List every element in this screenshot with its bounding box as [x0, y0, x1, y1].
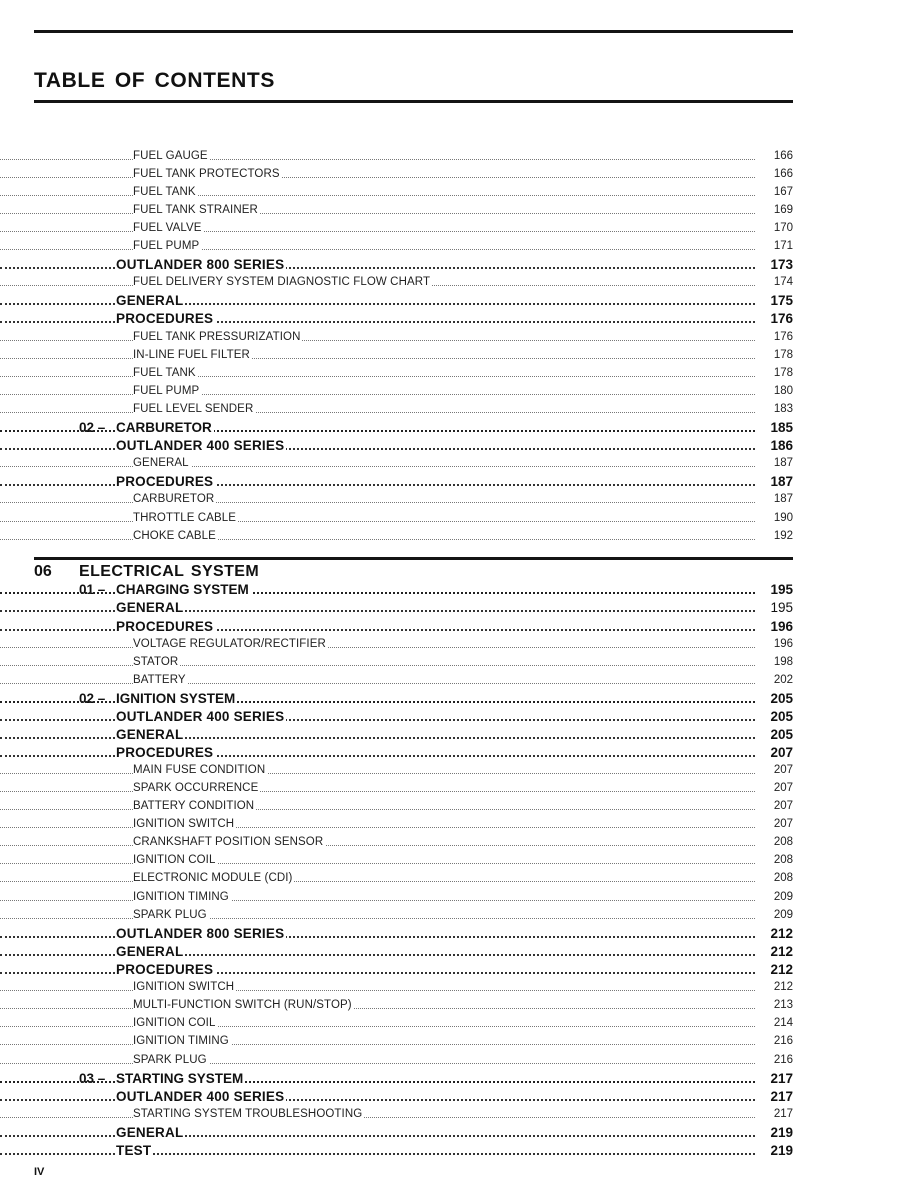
- dot-leader: [0, 1044, 755, 1045]
- dot-leader: [0, 863, 755, 864]
- toc-entry[interactable]: [0, 291, 793, 309]
- toc-entry[interactable]: [0, 942, 793, 960]
- toc-entry[interactable]: [0, 725, 793, 743]
- toc-entry-page-number: 208: [757, 854, 793, 866]
- toc-entry-label: PROCEDURES: [116, 744, 214, 760]
- toc-entry-label: FUEL PUMP: [133, 240, 200, 252]
- toc-entry-label: IGNITION SWITCH: [133, 818, 235, 830]
- toc-entry-page-number: 187: [757, 474, 793, 489]
- toc-entry-page-number: 212: [757, 981, 793, 993]
- toc-entry-page-number: 170: [757, 222, 793, 234]
- dot-leader: [0, 412, 755, 413]
- toc-entry-label: OUTLANDER 400 SERIES: [116, 1088, 285, 1104]
- toc-entry-label: CHARGING SYSTEM: [116, 581, 249, 597]
- toc-entry-label: IGNITION SYSTEM: [116, 690, 236, 706]
- toc-entry-label: OUTLANDER 400 SERIES: [116, 437, 285, 453]
- toc-entry[interactable]: [0, 1032, 793, 1050]
- toc-entry-label: STARTING SYSTEM TROUBLESHOOTING: [133, 1108, 363, 1120]
- toc-entry-page-number: 217: [757, 1071, 793, 1086]
- toc-entry-label: FUEL TANK PROTECTORS: [133, 168, 280, 180]
- toc-entry-label: IGNITION SWITCH: [133, 981, 235, 993]
- toc-entry-page-number: 187: [757, 457, 793, 469]
- toc-entry[interactable]: [0, 653, 793, 671]
- toc-entry-page-number: 178: [757, 349, 793, 361]
- toc-entry-page-number: 190: [757, 512, 793, 524]
- dot-leader: [0, 1026, 755, 1027]
- toc-entry-label: FUEL TANK PRESSURIZATION: [133, 331, 301, 343]
- dot-leader: [0, 954, 755, 956]
- dot-leader: [0, 502, 755, 503]
- toc-entry-page-number: 205: [757, 727, 793, 742]
- dot-leader: [0, 592, 755, 594]
- toc-entry-label: FUEL PUMP: [133, 385, 200, 397]
- dot-leader: [0, 881, 755, 882]
- toc-entry-page-number: 195: [757, 582, 793, 597]
- toc-entry-page-number: 187: [757, 493, 793, 505]
- toc-entry-page-number: 212: [757, 944, 793, 959]
- toc-entry-page-number: 167: [757, 186, 793, 198]
- toc-entry[interactable]: [0, 978, 793, 996]
- toc-entry-page-number: 176: [757, 331, 793, 343]
- toc-entry-page-number: 216: [757, 1054, 793, 1066]
- toc-entry-label: SPARK PLUG: [133, 1054, 207, 1066]
- toc-entry-page-number: 217: [757, 1108, 793, 1120]
- dot-leader: [0, 647, 755, 648]
- toc-entry-label: IGNITION COIL: [133, 1017, 216, 1029]
- dot-leader: [0, 448, 755, 450]
- toc-entry-label: OUTLANDER 400 SERIES: [116, 708, 285, 724]
- toc-entry[interactable]: [0, 255, 793, 273]
- toc-entry-label: GENERAL: [116, 943, 184, 959]
- toc-entry[interactable]: [0, 743, 793, 761]
- toc-entry-label: SPARK OCCURRENCE: [133, 782, 259, 794]
- dot-leader: [0, 737, 755, 739]
- toc-entry[interactable]: [0, 454, 793, 472]
- dot-leader: [0, 629, 755, 631]
- toc-entry[interactable]: [0, 1123, 793, 1141]
- toc-entry[interactable]: [0, 1087, 793, 1105]
- dot-leader: [0, 358, 755, 359]
- dot-leader: [0, 394, 755, 395]
- toc-entry[interactable]: [0, 779, 793, 797]
- toc-entry-label: BATTERY: [133, 674, 186, 686]
- toc-entry[interactable]: [0, 1105, 793, 1123]
- toc-entry-page-number: 196: [757, 638, 793, 650]
- dot-leader: [0, 900, 755, 901]
- dot-leader: [0, 521, 755, 522]
- toc-entry-label: VOLTAGE REGULATOR/RECTIFIER: [133, 638, 326, 650]
- toc-entry-page-number: 198: [757, 656, 793, 668]
- toc-entry-label: CARBURETOR: [116, 419, 212, 435]
- dot-leader: [0, 918, 755, 919]
- toc-entry-label: STATOR: [133, 656, 179, 668]
- page-folio: IV: [34, 1166, 45, 1178]
- toc-entry-label: OUTLANDER 800 SERIES: [116, 925, 285, 941]
- toc-entry-label: MAIN FUSE CONDITION: [133, 764, 266, 776]
- toc-entry-page-number: 209: [757, 909, 793, 921]
- toc-entry-label: STARTING SYSTEM: [116, 1070, 244, 1086]
- toc-entry-page-number: 208: [757, 836, 793, 848]
- toc-entry-page-number: 207: [757, 782, 793, 794]
- chapter-title: ELECTRICAL SYSTEM: [79, 563, 260, 580]
- dot-leader: [0, 249, 755, 250]
- dot-leader: [0, 321, 755, 323]
- dot-leader: [0, 683, 755, 684]
- toc-entry-page-number: 166: [757, 150, 793, 162]
- toc-entry[interactable]: [0, 815, 793, 833]
- toc-entry[interactable]: [0, 400, 793, 418]
- toc-entry-label: SPARK PLUG: [133, 909, 207, 921]
- toc-entry-label: TEST: [116, 1142, 152, 1158]
- toc-entry-label: GENERAL: [116, 726, 184, 742]
- toc-entry[interactable]: [0, 328, 793, 346]
- toc-entry[interactable]: [0, 273, 793, 291]
- dot-leader: [0, 719, 755, 721]
- dot-leader: [0, 195, 755, 196]
- toc-entry[interactable]: [0, 797, 793, 815]
- dot-leader: [0, 990, 755, 991]
- toc-entry-page-number: 212: [757, 962, 793, 977]
- toc-entry-page-number: 166: [757, 168, 793, 180]
- toc-entry[interactable]: [0, 382, 793, 400]
- toc-entry[interactable]: [0, 436, 793, 454]
- dot-leader: [0, 972, 755, 974]
- dot-leader: [0, 430, 755, 432]
- toc-entry[interactable]: [0, 960, 793, 978]
- toc-entry-page-number: 216: [757, 1035, 793, 1047]
- dot-leader: [0, 1099, 755, 1101]
- toc-entry[interactable]: [0, 490, 793, 508]
- toc-entry[interactable]: [0, 671, 793, 689]
- dot-leader: [0, 610, 755, 612]
- toc-entry[interactable]: [0, 201, 793, 219]
- toc-entry-label: OUTLANDER 800 SERIES: [116, 256, 285, 272]
- toc-entry[interactable]: [0, 309, 793, 327]
- toc-entry[interactable]: [0, 472, 793, 490]
- dot-leader: [0, 267, 755, 269]
- toc-entry[interactable]: [0, 888, 793, 906]
- toc-entry-label: FUEL GAUGE: [133, 150, 208, 162]
- toc-entry[interactable]: [0, 580, 793, 598]
- toc-entry[interactable]: [0, 761, 793, 779]
- toc-entry[interactable]: [0, 851, 793, 869]
- toc-entry[interactable]: [0, 1014, 793, 1032]
- toc-entry-page-number: 207: [757, 800, 793, 812]
- toc-entry-page-number: 207: [757, 764, 793, 776]
- dot-leader: [0, 303, 755, 305]
- toc-entry-page-number: 219: [757, 1125, 793, 1140]
- toc-entry[interactable]: [0, 1051, 793, 1069]
- toc-entry-page-number: 205: [757, 691, 793, 706]
- toc-entry-label: FUEL LEVEL SENDER: [133, 403, 254, 415]
- toc-entry-label: FUEL TANK STRAINER: [133, 204, 258, 216]
- toc-entry-label: CRANKSHAFT POSITION SENSOR: [133, 836, 324, 848]
- dot-leader: [0, 1008, 755, 1009]
- toc-entry-label: PROCEDURES: [116, 618, 214, 634]
- toc-entry[interactable]: [0, 237, 793, 255]
- dot-leader: [0, 213, 755, 214]
- toc-entry-page-number: 209: [757, 891, 793, 903]
- toc-entry[interactable]: [0, 1069, 793, 1087]
- toc-entry-page-number: 219: [757, 1143, 793, 1158]
- toc-entry-page-number: 185: [757, 420, 793, 435]
- dot-leader: [0, 1153, 755, 1155]
- dot-leader: [0, 159, 755, 160]
- toc-entry[interactable]: [0, 418, 793, 436]
- toc-entry[interactable]: [0, 689, 793, 707]
- toc-entry-label: GENERAL: [116, 292, 184, 308]
- dot-leader: [0, 827, 755, 828]
- toc-entry-page-number: 214: [757, 1017, 793, 1029]
- chapter-number: 06: [34, 563, 52, 580]
- toc-entry-page-number: 208: [757, 872, 793, 884]
- toc-entry-label: MULTI-FUNCTION SWITCH (RUN/STOP): [133, 999, 352, 1011]
- toc-entry-page-number: 183: [757, 403, 793, 415]
- toc-entry-page-number: 171: [757, 240, 793, 252]
- toc-entry-page-number: 207: [757, 745, 793, 760]
- toc-entry-label: IGNITION TIMING: [133, 1035, 229, 1047]
- toc-entry-label: GENERAL: [133, 457, 189, 469]
- toc-entry[interactable]: [0, 617, 793, 635]
- toc-entry-label: GENERAL: [116, 599, 184, 615]
- dot-leader: [0, 539, 755, 540]
- page-title: TABLE OF CONTENTS: [34, 69, 275, 93]
- dot-leader: [0, 177, 755, 178]
- toc-entry-label: GENERAL: [116, 1124, 184, 1140]
- toc-entry-page-number: 202: [757, 674, 793, 686]
- toc-entry[interactable]: [0, 527, 793, 545]
- toc-entry-page-number: 178: [757, 367, 793, 379]
- toc-entry[interactable]: [0, 165, 793, 183]
- dot-leader: [0, 773, 755, 774]
- dot-leader: [0, 1063, 755, 1064]
- toc-entry-label: PROCEDURES: [116, 310, 214, 326]
- toc-entry-page-number: 186: [757, 438, 793, 453]
- toc-entry[interactable]: [0, 183, 793, 201]
- toc-entry-page-number: 213: [757, 999, 793, 1011]
- toc-entry[interactable]: [0, 707, 793, 725]
- toc-entry[interactable]: [0, 869, 793, 887]
- toc-entry[interactable]: [0, 364, 793, 382]
- toc-entry[interactable]: [0, 1141, 793, 1159]
- toc-entry-page-number: 212: [757, 926, 793, 941]
- toc-entry-label: BATTERY CONDITION: [133, 800, 255, 812]
- toc-entry-page-number: 175: [757, 293, 793, 308]
- toc-entry-number: 02 –: [79, 419, 106, 435]
- toc-entry-page-number: 205: [757, 709, 793, 724]
- dot-leader: [0, 231, 755, 232]
- toc-entry-page-number: 173: [757, 257, 793, 272]
- toc-entry[interactable]: [0, 924, 793, 942]
- dot-leader: [0, 845, 755, 846]
- toc-entry[interactable]: [0, 996, 793, 1014]
- toc-entry-page-number: 195: [757, 600, 793, 615]
- toc-entry-label: FUEL DELIVERY SYSTEM DIAGNOSTIC FLOW CHART: [133, 276, 431, 288]
- toc-entry[interactable]: [0, 509, 793, 527]
- toc-entry-label: CARBURETOR: [133, 493, 215, 505]
- toc-entry-label: IN-LINE FUEL FILTER: [133, 349, 250, 361]
- toc-entry-number: 02 –: [79, 690, 106, 706]
- dot-leader: [0, 791, 755, 792]
- toc-entry-number: 03 –: [79, 1070, 106, 1086]
- toc-entry[interactable]: [0, 598, 793, 616]
- toc-entry-label: THROTTLE CABLE: [133, 512, 237, 524]
- dot-leader: [0, 1081, 755, 1083]
- toc-entry-label: ELECTRONIC MODULE (CDI): [133, 872, 293, 884]
- toc-entry-label: FUEL VALVE: [133, 222, 202, 234]
- toc-entry-page-number: 176: [757, 311, 793, 326]
- toc-entry[interactable]: [0, 833, 793, 851]
- dot-leader: [0, 376, 755, 377]
- toc-entry-page-number: 192: [757, 530, 793, 542]
- dot-leader: [0, 701, 755, 703]
- toc-entry[interactable]: [0, 635, 793, 653]
- toc-entry[interactable]: [0, 906, 793, 924]
- toc-entry-label: PROCEDURES: [116, 473, 214, 489]
- dot-leader: [0, 340, 755, 341]
- dot-leader: [0, 809, 755, 810]
- dot-leader: [0, 466, 755, 467]
- toc-entry-label: FUEL TANK: [133, 367, 196, 379]
- toc-entry-page-number: 180: [757, 385, 793, 397]
- dot-leader: [0, 755, 755, 757]
- toc-entry-number: 01 –: [79, 581, 106, 597]
- toc-entry-label: CHOKE CABLE: [133, 530, 216, 542]
- toc-entry-page-number: 196: [757, 619, 793, 634]
- chapter-divider: [34, 557, 793, 560]
- dot-leader: [0, 1135, 755, 1137]
- toc-entry[interactable]: [0, 147, 793, 165]
- toc-entry-label: FUEL TANK: [133, 186, 196, 198]
- toc-entry[interactable]: [0, 346, 793, 364]
- toc-entry-label: IGNITION COIL: [133, 854, 216, 866]
- toc-entry-page-number: 217: [757, 1089, 793, 1104]
- toc-entry-page-number: 169: [757, 204, 793, 216]
- dot-leader: [0, 665, 755, 666]
- dot-leader: [0, 484, 755, 486]
- toc-entry-label: IGNITION TIMING: [133, 891, 229, 903]
- toc-entry[interactable]: [0, 219, 793, 237]
- toc-entry-page-number: 174: [757, 276, 793, 288]
- toc-entry-label: PROCEDURES: [116, 961, 214, 977]
- toc-entry-page-number: 207: [757, 818, 793, 830]
- dot-leader: [0, 1117, 755, 1118]
- dot-leader: [0, 936, 755, 938]
